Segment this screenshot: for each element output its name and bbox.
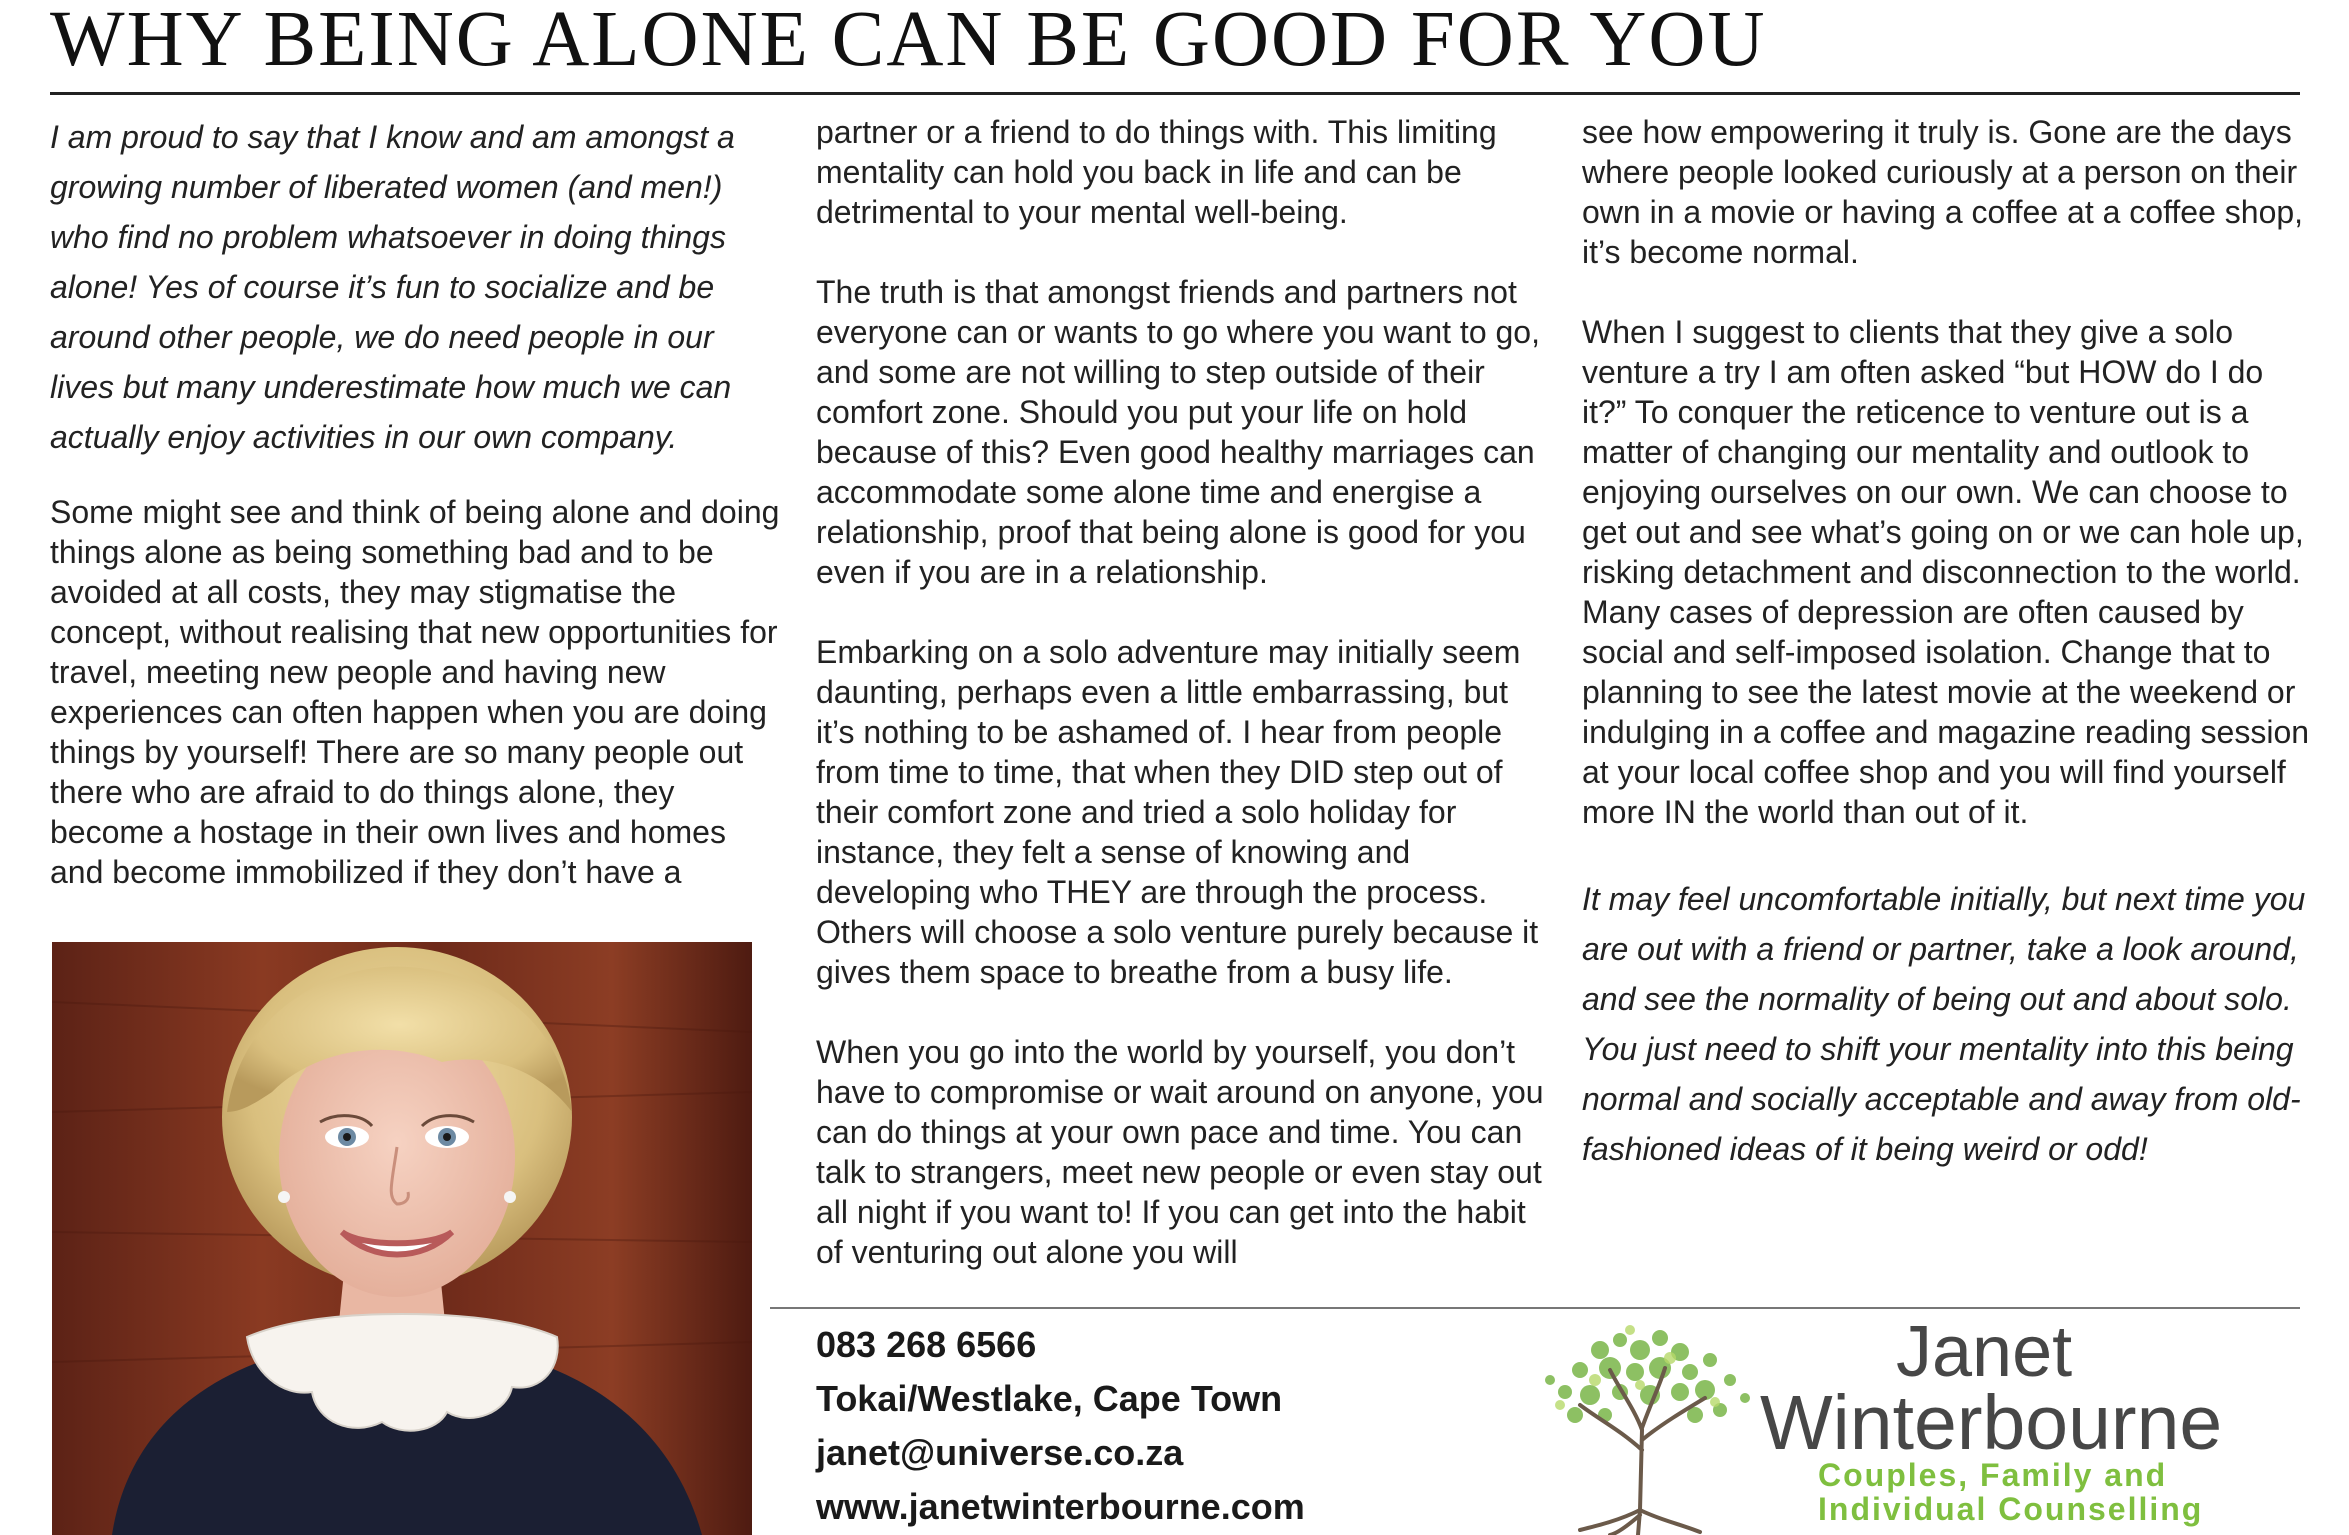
article-column-3: [1582, 112, 2312, 1174]
location: Tokai/Westlake, Cape Town: [816, 1378, 1283, 1419]
portrait-illustration: [52, 942, 752, 1535]
body-paragraph: The truth is that amongst friends and partners not everyone can or wants to go where you want to go, and some are not willing to step outside of their comfort zone. Should you put your life on hold because of this? Even good healthy marriages can accommodate some alone time and energise a relationship, proof that being alone is good for you even if you are in a relationship.: [816, 274, 1540, 590]
article-column-1: [50, 112, 780, 892]
logo-name-last: Winterbourne: [1760, 1380, 2223, 1466]
contact-divider: [770, 1307, 2300, 1309]
body-paragraph: Some might see and think of being alone and doing things alone as being something bad and to be avoided at all costs, they may stigmatise the concept, without realising that new opportunities for travel, meeting new people and having new experiences can often happen when you are doing things by yourself! There are so many people out there who are afraid to do things alone, they become a hostage in their own lives and homes and become immobilized if they don’t have a: [50, 494, 780, 890]
email-address: janet@universe.co.za: [816, 1432, 1184, 1473]
title-divider: [50, 92, 2300, 95]
body-paragraph: When I suggest to clients that they give a solo venture a try I am often asked “but HOW do I do it?” To conquer the reticence to venture out is a matter of changing our mentality and outlook to enjoying ourselves on our own. We can choose to get out and see what’s going on or we can hole up, risking detachment and disconnection to the world. Many cases of depression are often caused by social and self-imposed isolation. Change that to planning to see the latest movie at the weekend or indulging in a coffee and magazine reading session at your local coffee shop and you will find yourself more IN the world than out of it.: [1582, 314, 2310, 830]
logo-name-first: Janet: [1896, 1312, 2073, 1392]
phone-number: 083 268 6566: [816, 1324, 1037, 1365]
body-paragraph: Embarking on a solo adventure may initially seem daunting, perhaps even a little embarrassing, but it’s nothing to be ashamed of. I hear from people from time to time, that when they DID step out of their comfort zone and tried a solo holiday for instance, they felt a sense of knowing and developing who THEY are through the process. Others will choose a solo venture purely because it gives them space to breathe from a busy life.: [816, 634, 1539, 990]
article-column-2: [816, 112, 1546, 1272]
body-paragraph: see how empowering it truly is. Gone are the days where people looked curiously at a person on their own in a movie or having a coffee at a coffee shop, it’s become normal.: [1582, 114, 2304, 270]
logo-tagline: Individual Counselling: [1818, 1491, 2204, 1527]
contact-block: [816, 1318, 1305, 1534]
counselling-logo: [1520, 1310, 2280, 1535]
portrait-photo: [52, 942, 752, 1535]
body-paragraph: partner or a friend to do things with. This limiting mentality can hold you back in life and can be detrimental to your mental well-being.: [816, 114, 1497, 230]
article-title: WHY BEING ALONE CAN BE GOOD FOR YOU: [50, 0, 1767, 83]
closing-paragraph: It may feel uncomfortable initially, but next time you are out with a friend or partner, take a look around, and see the normality of being out and about solo. You just need to shift your mentality into this being normal and socially acceptable and away from old-fashioned ideas of it being weird or odd!: [1582, 881, 2306, 1167]
tree-icon: [1520, 1310, 1770, 1535]
intro-paragraph: I am proud to say that I know and am amongst a growing number of liberated women (and men!) who find no problem whatsoever in doing things alone! Yes of course it’s fun to socialize and be around other people, we do need people in our lives but many underestimate how much we can actually enjoy activities in our own company.: [50, 119, 735, 455]
logo-tagline: Couples, Family and: [1818, 1457, 2168, 1493]
website-link: www.janetwinterbourne.com: [816, 1486, 1305, 1527]
body-paragraph: When you go into the world by yourself, you don’t have to compromise or wait around on anyone, you can do things at your own pace and time. You can talk to strangers, meet new people or even stay out all night if you want to! If you can get into the habit of venturing out alone you will: [816, 1034, 1544, 1270]
